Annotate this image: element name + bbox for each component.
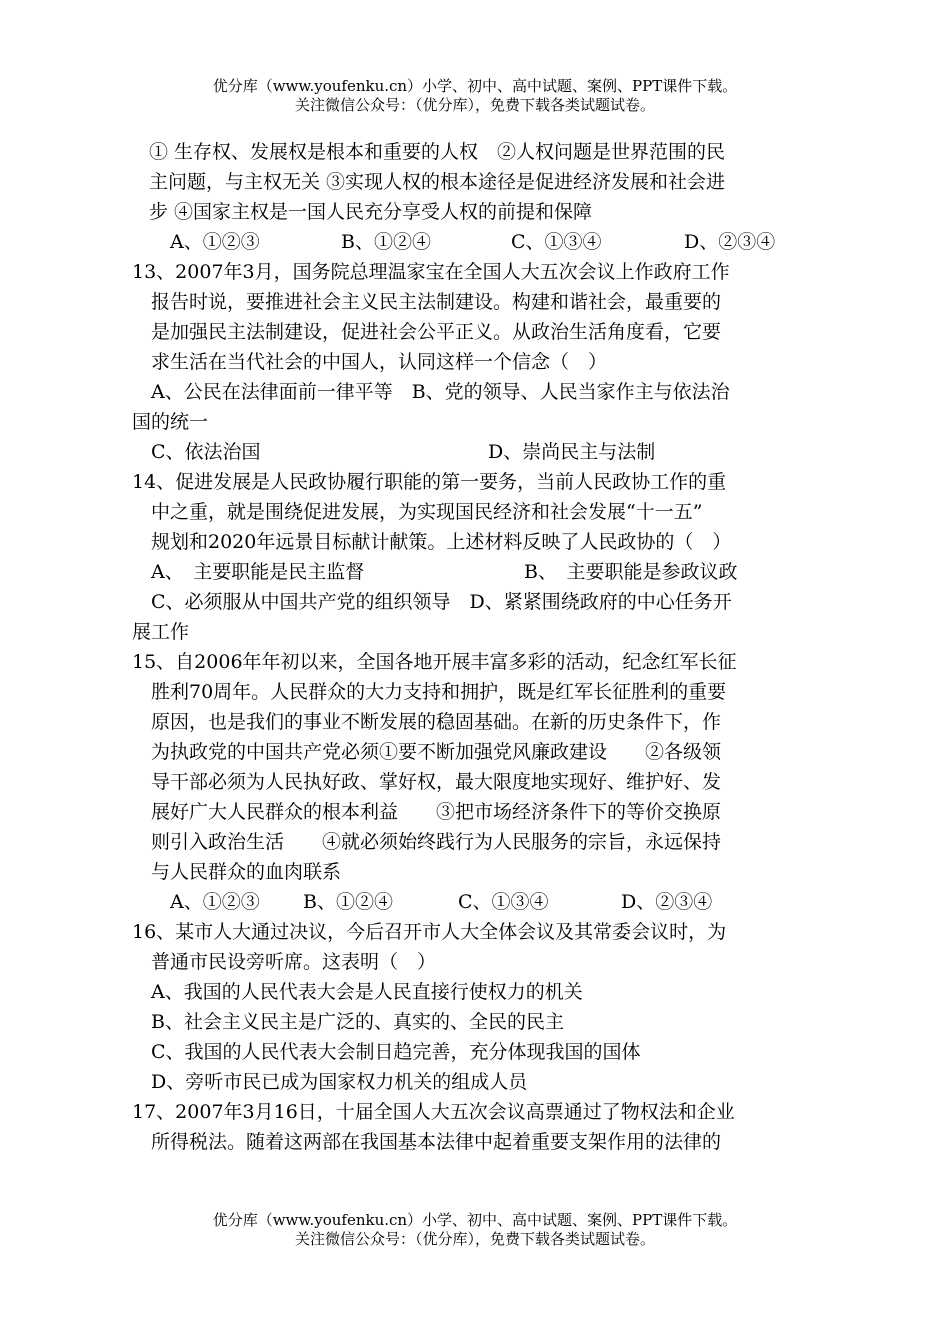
q14-stem-line: 规划和2020年远景目标献计献策。上述材料反映了人民政协的（ ） (151, 531, 732, 553)
q14-stem-line: 14、促进发展是人民政协履行职能的第一要务，当前人民政协工作的重 (132, 471, 727, 493)
q13-stem-line: 报告时说，要推进社会主义民主法制建设。构建和谐社会，最重要的 (151, 291, 722, 313)
footer-line-2: 关注微信公众号：（优分库），免费下载各类试题试卷。 (294, 1230, 655, 1248)
q15-option-a: A、①②③ (170, 891, 260, 913)
q15-stem-line: 15、自2006年年初以来，全国各地开展丰富多彩的活动，纪念红军长征 (132, 651, 737, 673)
q14-stem-line: 中之重，就是围绕促进发展，为实现国民经济和社会发展“十一五” (151, 501, 703, 523)
q15-stem-line: 与人民群众的血肉联系 (151, 861, 342, 883)
q17-stem-line: 17、2007年3月16日，十届全国人大五次会议高票通过了物权法和企业 (132, 1101, 735, 1123)
q15-option-c: C、①③④ (458, 891, 549, 913)
q12-option-d: D、②③④ (684, 231, 776, 253)
q17-stem-line: 所得税法。随着这两部在我国基本法律中起着重要支架作用的法律的 (151, 1131, 722, 1153)
q14-option-cd: C、必须服从中国共产党的组织领导 D、紧紧围绕政府的中心任务开 (151, 591, 732, 613)
q16-option-c: C、我国的人民代表大会制日趋完善，充分体现我国的国体 (151, 1041, 641, 1063)
page-footer (0, 1211, 950, 1249)
q15-option-d: D、②③④ (621, 891, 713, 913)
q15-stem-line: 展好广大人民群众的根本利益 ③把市场经济条件下的等价交换原 (151, 801, 722, 823)
q16-option-d: D、旁听市民已成为国家权力机关的组成人员 (151, 1071, 528, 1093)
q15-stem-line: 为执政党的中国共产党必须①要不断加强党风廉政建设 ②各级领 (151, 741, 722, 763)
q13-stem-line: 13、2007年3月，国务院总理温家宝在全国人大五次会议上作政府工作 (132, 261, 730, 283)
q12-option-a: A、①②③ (170, 231, 260, 253)
header-line-2: 关注微信公众号：（优分库），免费下载各类试题试卷。 (294, 96, 655, 114)
page-header (0, 77, 950, 115)
q12-statement-line: ① 生存权、发展权是根本和重要的人权 ②人权问题是世界范围的民 (149, 141, 726, 163)
q15-stem-line: 胜利70周年。人民群众的大力支持和拥护，既是红军长征胜利的重要 (151, 681, 727, 703)
q14-option-cd-continued: 展工作 (132, 621, 190, 643)
q13-stem-line: 求生活在当代社会的中国人，认同这样一个信念（ ） (151, 351, 608, 373)
q16-stem-line: 16、某市人大通过决议，今后召开市人大全体会议及其常委会议时，为 (132, 921, 727, 943)
q12-statement-line: 步 ④国家主权是一国人民充分享受人权的前提和保障 (149, 201, 593, 223)
q14-option-b: B、 主要职能是参政议政 (524, 561, 738, 583)
q14-option-a: A、 主要职能是民主监督 (151, 561, 365, 583)
q16-option-b: B、社会主义民主是广泛的、真实的、全民的民主 (151, 1011, 564, 1033)
q13-stem-line: 是加强民主法制建设，促进社会公平正义。从政治生活角度看，它要 (151, 321, 722, 343)
q13-option-d: D、崇尚民主与法制 (488, 441, 656, 463)
q16-stem-line: 普通市民设旁听席。这表明（ ） (151, 951, 437, 973)
q15-stem-line: 导干部必须为人民执好政、掌好权，最大限度地实现好、维护好、发 (151, 771, 722, 793)
q12-option-c: C、①③④ (511, 231, 602, 253)
q16-option-a: A、我国的人民代表大会是人民直接行使权力的机关 (151, 981, 583, 1003)
q15-stem-line: 原因，也是我们的事业不断发展的稳固基础。在新的历史条件下，作 (151, 711, 722, 733)
q13-option-c: C、依法治国 (151, 441, 261, 463)
q15-option-b: B、①②④ (303, 891, 393, 913)
q12-option-b: B、①②④ (341, 231, 431, 253)
header-line-1: 优分库（www.youfenku.cn）小学、初中、高中试题、案例、PPT课件下载。 (212, 77, 738, 95)
q12-statement-line: 主问题，与主权无关 ③实现人权的根本途径是促进经济发展和社会进 (149, 171, 726, 193)
q15-stem-line: 则引入政治生活 ④就必须始终践行为人民服务的宗旨，永远保持 (151, 831, 722, 853)
q13-option-ab-continued: 国的统一 (132, 411, 209, 433)
footer-line-1: 优分库（www.youfenku.cn）小学、初中、高中试题、案例、PPT课件下载。 (212, 1211, 738, 1229)
q13-option-ab: A、公民在法律面前一律平等 B、党的领导、人民当家作主与依法治 (151, 381, 730, 403)
